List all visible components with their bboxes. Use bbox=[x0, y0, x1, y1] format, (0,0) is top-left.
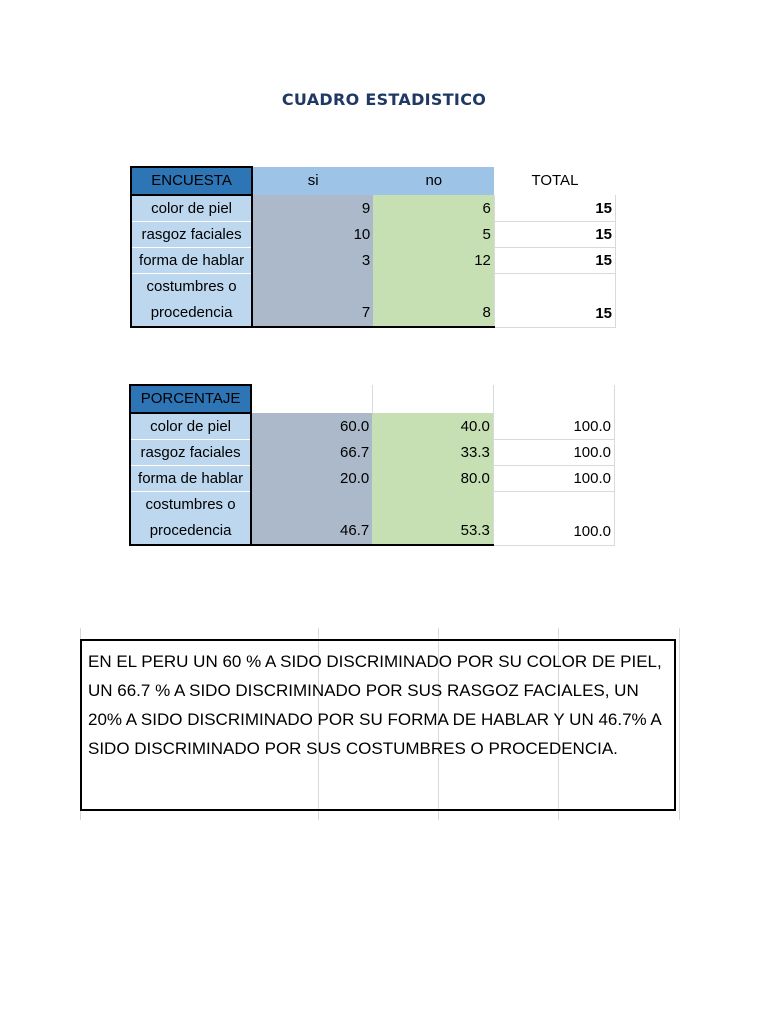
cell-no: 12 bbox=[373, 248, 494, 274]
cell-no: 33.3 bbox=[372, 440, 493, 466]
row-label: rasgoz faciales bbox=[131, 222, 252, 248]
cell-si: 20.0 bbox=[251, 466, 372, 492]
row-label bbox=[131, 274, 252, 328]
cell-no: 6 bbox=[373, 195, 494, 222]
cell-no: 5 bbox=[373, 222, 494, 248]
table-row bbox=[130, 413, 615, 440]
row-label-line1: costumbres o bbox=[146, 278, 237, 295]
table-row bbox=[131, 195, 616, 222]
cell-si: 66.7 bbox=[251, 440, 372, 466]
table-row bbox=[130, 492, 615, 546]
row-label: color de piel bbox=[130, 413, 251, 440]
table-row bbox=[130, 466, 615, 492]
header-empty bbox=[251, 385, 372, 413]
cell-total: 100.0 bbox=[493, 440, 614, 466]
row-label-line2: procedencia bbox=[149, 522, 232, 539]
survey-count-table bbox=[130, 166, 616, 328]
cell-si: 10 bbox=[252, 222, 373, 248]
row-label-line2: procedencia bbox=[150, 304, 233, 321]
cell-si: 7 bbox=[252, 274, 373, 328]
cell-total: 15 bbox=[494, 222, 615, 248]
cell-total: 15 bbox=[494, 195, 615, 222]
table-header-row bbox=[130, 385, 615, 413]
gridline bbox=[679, 628, 680, 820]
row-label bbox=[130, 492, 251, 546]
cell-total: 100.0 bbox=[493, 492, 614, 546]
table-header-row bbox=[131, 167, 616, 195]
cell-si: 3 bbox=[252, 248, 373, 274]
row-label: forma de hablar bbox=[130, 466, 251, 492]
row-label: color de piel bbox=[131, 195, 252, 222]
cell-total: 100.0 bbox=[493, 413, 614, 440]
cell-total: 15 bbox=[494, 248, 615, 274]
page-title: CUADRO ESTADISTICO bbox=[281, 90, 487, 109]
table-row bbox=[131, 248, 616, 274]
cell-si: 60.0 bbox=[251, 413, 372, 440]
cell-no: 40.0 bbox=[372, 413, 493, 440]
cell-no: 8 bbox=[373, 274, 494, 328]
header-empty bbox=[372, 385, 493, 413]
header-encuesta: ENCUESTA bbox=[131, 167, 252, 195]
cell-total: 15 bbox=[494, 274, 615, 328]
cell-no: 53.3 bbox=[372, 492, 493, 546]
row-label: rasgoz faciales bbox=[130, 440, 251, 466]
header-si: si bbox=[252, 167, 373, 195]
table-row bbox=[131, 274, 616, 328]
cell-no: 80.0 bbox=[372, 466, 493, 492]
cell-si: 46.7 bbox=[251, 492, 372, 546]
table-row bbox=[130, 440, 615, 466]
percentage-table bbox=[129, 384, 615, 546]
header-porcentaje: PORCENTAJE bbox=[130, 385, 251, 413]
row-label: forma de hablar bbox=[131, 248, 252, 274]
cell-total: 100.0 bbox=[493, 466, 614, 492]
conclusion-text-box: EN EL PERU UN 60 % A SIDO DISCRIMINADO POR SU COLOR DE PIEL, UN 66.7 % A SIDO DISCRIMINADO POR SUS RASGOZ FACIALES, UN 20% A SIDO DISCRIMINADO POR SU FORMA DE HABLAR Y UN 46.7% A SIDO DISCRIMINADO POR SUS COSTUMBRES O PROCEDENCIA. bbox=[80, 639, 676, 811]
row-label-line1: costumbres o bbox=[145, 496, 236, 513]
header-no: no bbox=[373, 167, 494, 195]
table-row bbox=[131, 222, 616, 248]
header-empty bbox=[493, 385, 614, 413]
cell-si: 9 bbox=[252, 195, 373, 222]
header-total: TOTAL bbox=[494, 167, 615, 195]
